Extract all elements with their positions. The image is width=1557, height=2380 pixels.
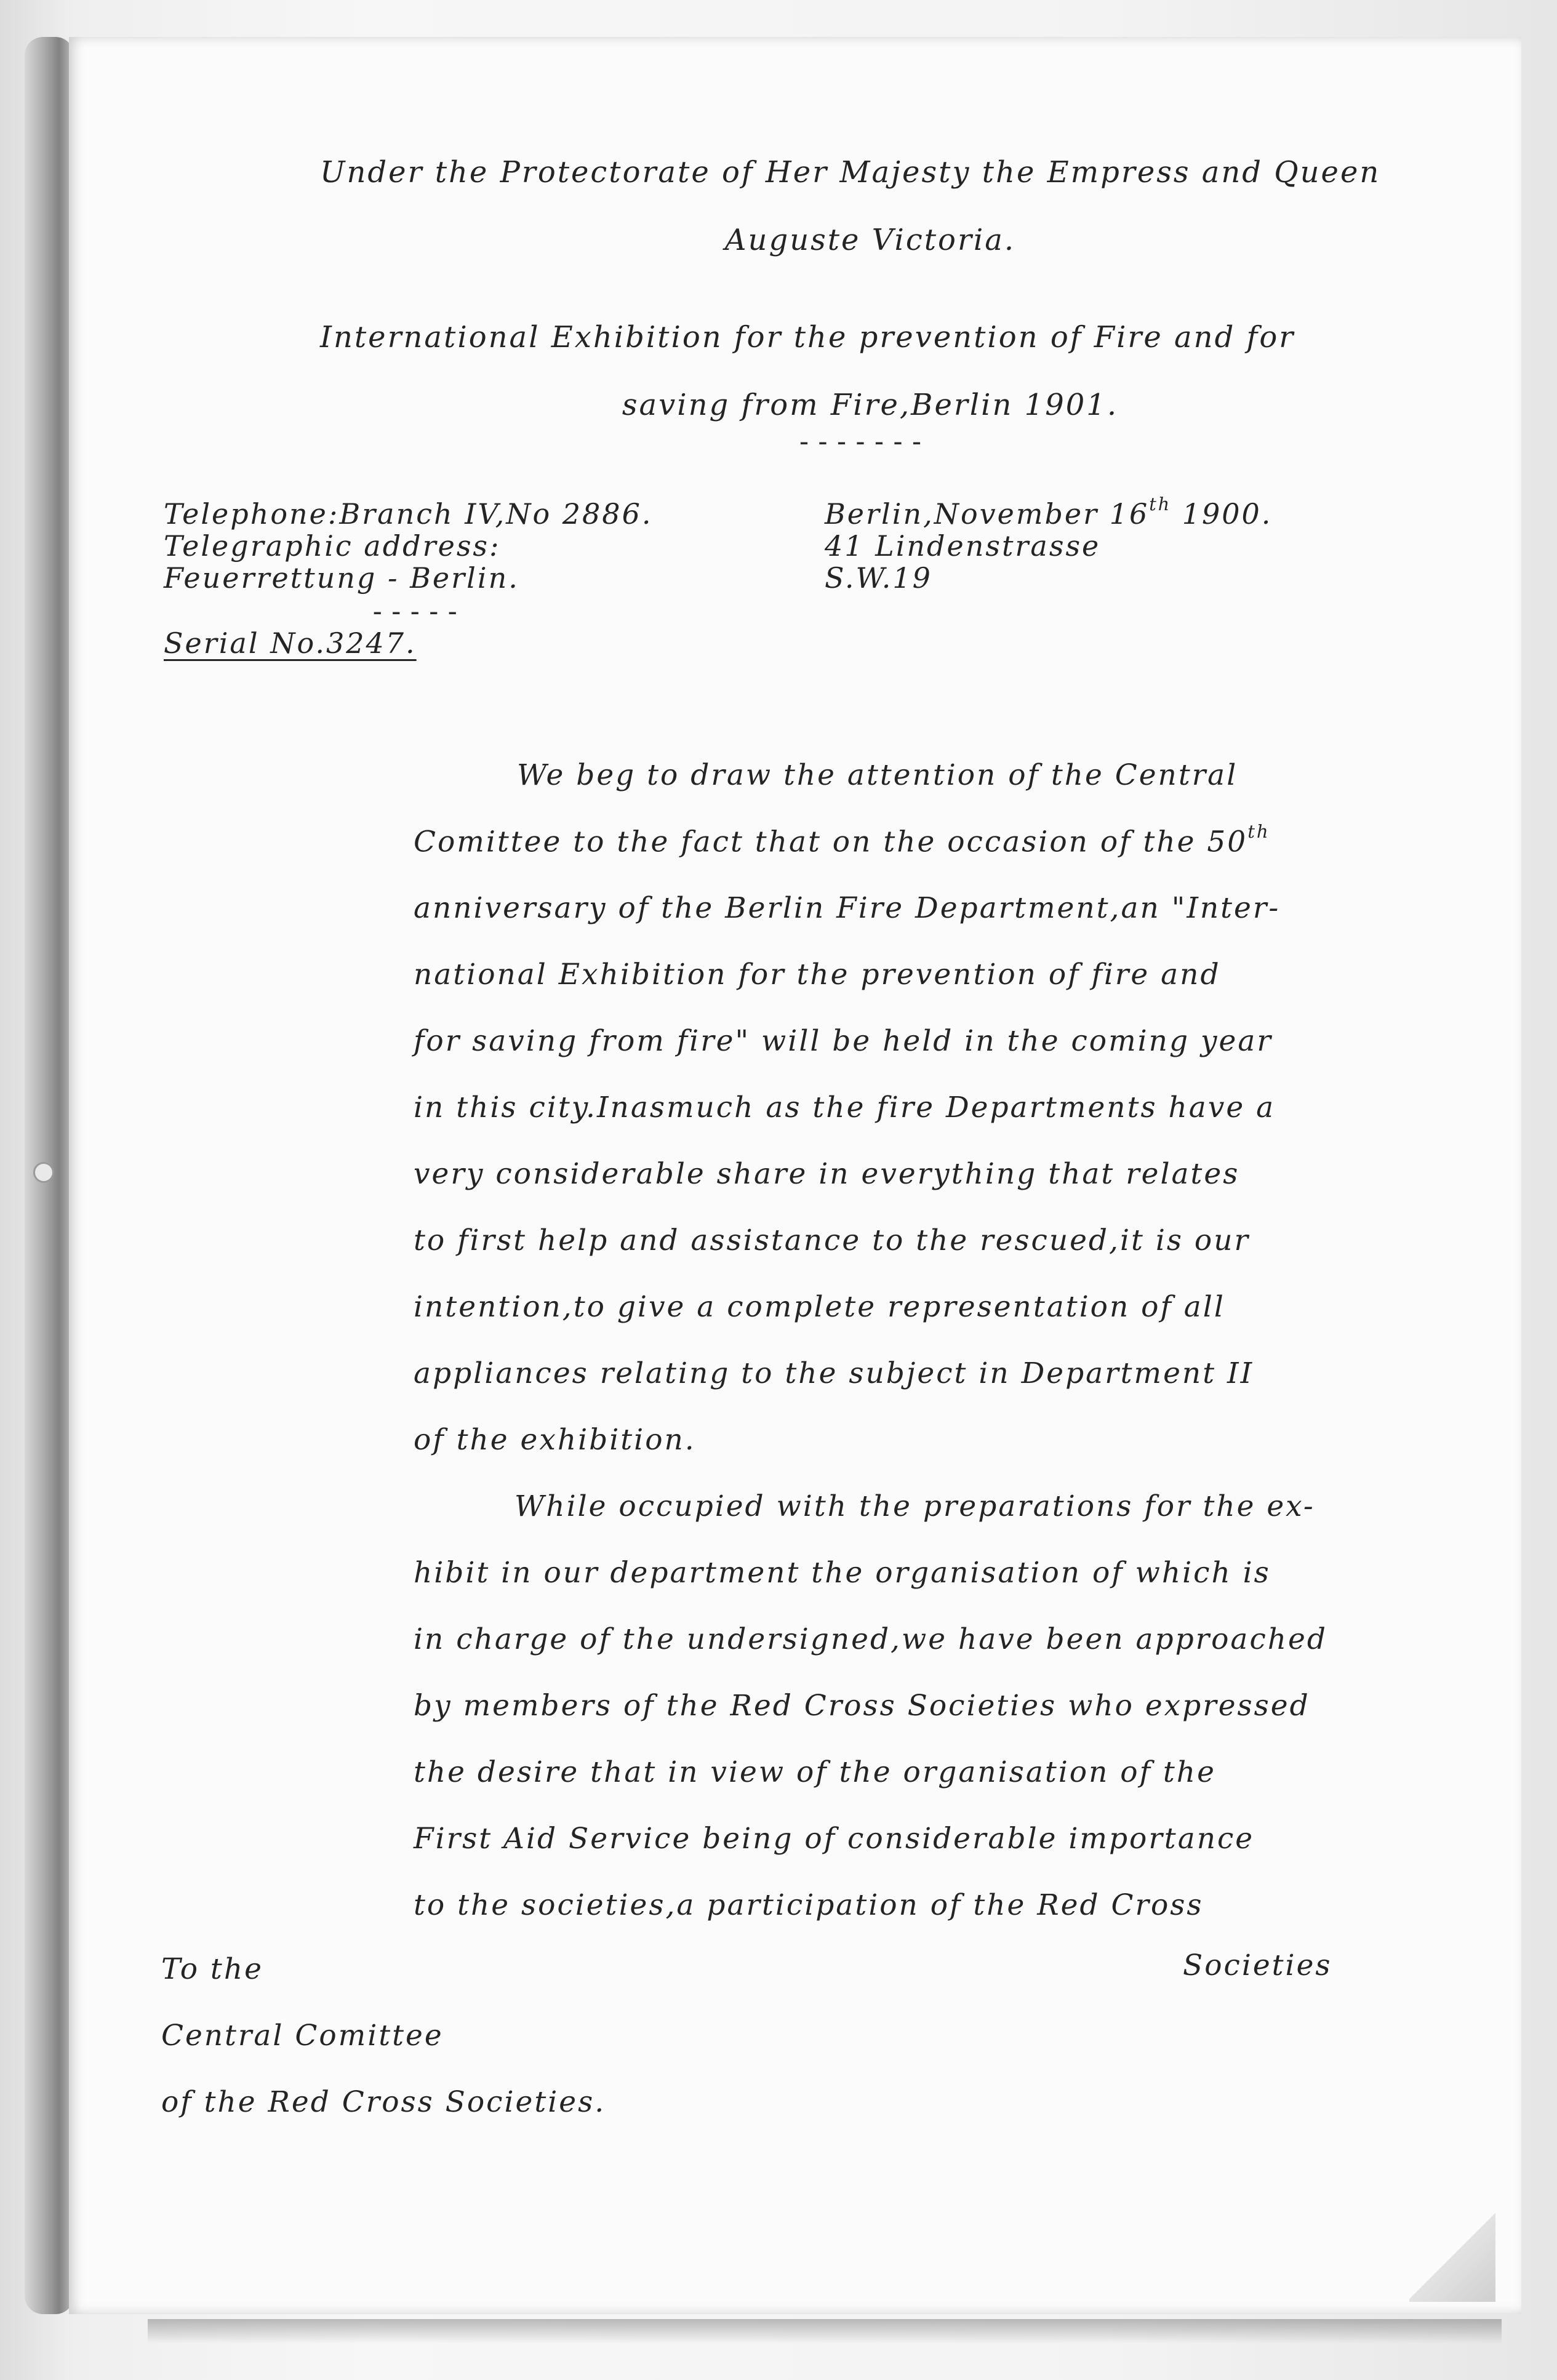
body-line: in this city.Inasmuch as the fire Departments have a xyxy=(414,1091,1276,1124)
body-line: First Aid Service being of considerable importance xyxy=(414,1822,1255,1856)
postal-district: S.W.19 xyxy=(825,561,932,595)
body-line: anniversary of the Berlin Fire Department,an "Inter- xyxy=(414,891,1281,925)
protectorate-line-2: Auguste Victoria. xyxy=(724,223,1016,257)
body-line: to first help and assistance to the rescued,it is our xyxy=(414,1224,1250,1257)
body-line: very considerable share in everything that relates xyxy=(414,1157,1240,1191)
body-line: intention,to give a complete representation of all xyxy=(414,1290,1225,1324)
body-line: of the exhibition. xyxy=(414,1423,696,1457)
body-line: national Exhibition for the prevention of fire and xyxy=(414,958,1221,992)
body-line: While occupied with the preparations for the ex- xyxy=(514,1489,1315,1523)
body-line-text: Comittee to the fact that on the occasion of the 50 xyxy=(414,825,1248,859)
body-line: in charge of the undersigned,we have been approached xyxy=(414,1622,1327,1656)
header-divider: ------- xyxy=(796,426,927,457)
folded-corner xyxy=(1409,2210,1495,2302)
dateline xyxy=(825,494,1273,531)
body-line: to the societies,a participation of the Red Cross xyxy=(414,1888,1204,1922)
telegraphic-address-name: Feuerrettung - Berlin. xyxy=(164,561,519,595)
addressee-line-1: To the xyxy=(161,1952,263,1986)
dateline-place-date: Berlin,November 16 xyxy=(825,497,1150,531)
page-bottom-shadow xyxy=(148,2319,1502,2344)
telephone-line: Telephone:Branch IV,No 2886. xyxy=(164,497,653,531)
telegraphic-address-label: Telegraphic address: xyxy=(164,529,501,563)
street-address: 41 Lindenstrasse xyxy=(825,529,1101,563)
body-line: for saving from fire" will be held in the coming year xyxy=(414,1024,1273,1058)
body-line: the desire that in view of the organisation of the xyxy=(414,1755,1216,1789)
ordinal-suffix: th xyxy=(1247,821,1270,843)
addressee-line-2: Central Comittee xyxy=(161,2019,444,2053)
protectorate-line-1: Under the Protectorate of Her Majesty the Empress and Queen xyxy=(320,155,1381,190)
punch-hole xyxy=(33,1162,54,1183)
serial-number: Serial No.3247. xyxy=(164,627,417,660)
addressee-line-3: of the Red Cross Societies. xyxy=(161,2085,606,2119)
body-line: by members of the Red Cross Societies who expressed xyxy=(414,1689,1310,1723)
sender-divider: ----- xyxy=(369,596,463,627)
body-line: We beg to draw the attention of the Central xyxy=(517,758,1238,792)
body-line: appliances relating to the subject in Department II xyxy=(414,1356,1254,1390)
exhibition-title-line-1: International Exhibition for the prevention of Fire and for xyxy=(320,320,1295,355)
body-line: hibit in our department the organisation of which is xyxy=(414,1556,1271,1590)
dateline-year: 1900. xyxy=(1171,497,1273,531)
body-line xyxy=(414,821,1270,859)
dateline-day-suffix: th xyxy=(1149,494,1172,515)
catchword: Societies xyxy=(1183,1949,1332,1982)
exhibition-title-line-2: saving from Fire,Berlin 1901. xyxy=(622,388,1119,422)
